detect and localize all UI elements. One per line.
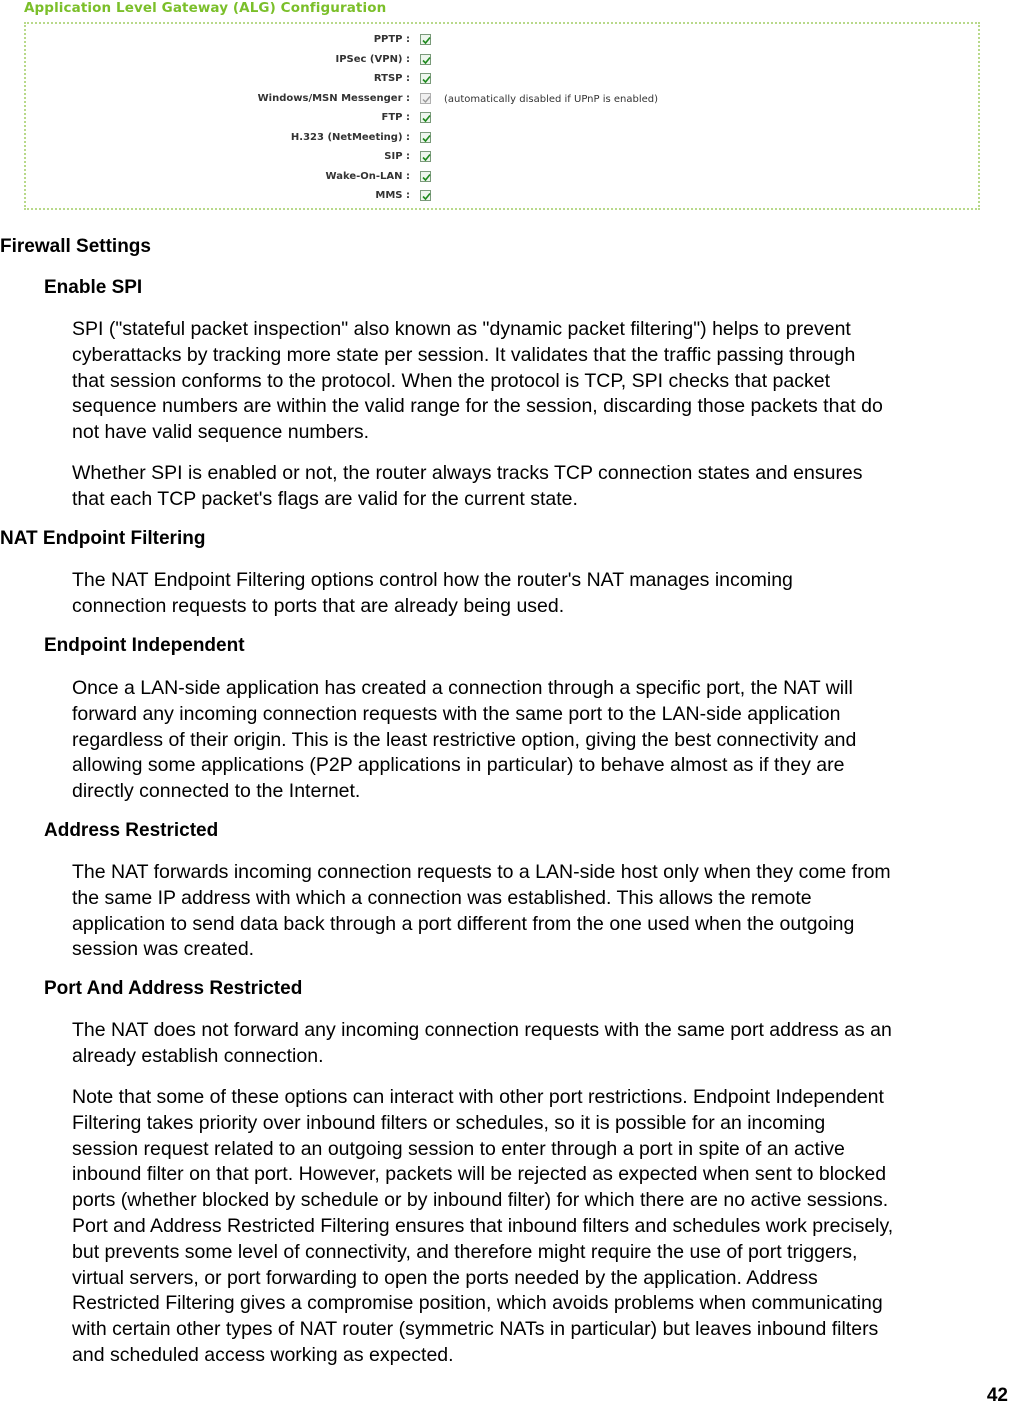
alg-row-rtsp (26, 71, 982, 89)
paragraph-address-restricted: The NAT forwards incoming connection requests to a LAN-side host only when they come from the same IP address with which a connection was established. This allows the remote application to send data back through a port different from the one used when the outgoing session was created. (72, 861, 891, 961)
alg-row-wol (26, 169, 982, 187)
sip-checkbox[interactable] (420, 151, 431, 162)
ipsec-checkbox[interactable] (420, 54, 431, 65)
alg-label: FTP : (381, 112, 410, 123)
paragraph-endpoint-independent: Once a LAN-side application has created a connection through a specific port, the NAT will forward any incoming connection requests with the same port to the LAN-side application regardless of their origin. This is the least restrictive option, giving the best connectivity and allowing some applications (P2P applications in particular) to behave almost as if they are directly connected to the Internet. (72, 677, 857, 803)
alg-label: Wake-On-LAN : (325, 170, 410, 182)
msn-messenger-checkbox[interactable] (420, 93, 431, 104)
heading-port-and-address-restricted: Port And Address Restricted (44, 978, 303, 999)
alg-label: MMS : (375, 190, 410, 201)
paragraph-spi-description: SPI ("stateful packet inspection" also known as "dynamic packet filtering") helps to prevent cyberattacks by tracking more state per session. It validates that the traffic passing through that session conforms to the protocol. When the protocol is TCP, SPI checks that packet sequence numbers are within the valid range for the session, discarding those packets that do not have valid sequence numbers. (72, 318, 883, 444)
heading-endpoint-independent: Endpoint Independent (44, 635, 245, 656)
paragraph-spi-note: Whether SPI is enabled or not, the router always tracks TCP connection states and ensures that each TCP packet's flags are valid for the current state. (72, 462, 863, 510)
alg-label: H.323 (NetMeeting) : (290, 131, 410, 143)
alg-label: Windows/MSN Messenger : (257, 92, 410, 104)
alg-row-pptp (26, 32, 982, 50)
alg-row-ipsec (26, 52, 982, 70)
upnp-note: (automatically disabled if UPnP is enabled) (444, 93, 659, 105)
page-number: 42 (986, 1385, 1008, 1406)
alg-label: PPTP : (373, 34, 410, 45)
heading-firewall-settings: Firewall Settings (0, 236, 151, 257)
alg-label: SIP : (384, 151, 410, 162)
ftp-checkbox[interactable] (420, 112, 431, 123)
alg-row-msn (26, 91, 982, 109)
heading-nat-endpoint-filtering: NAT Endpoint Filtering (0, 528, 206, 549)
alg-label: IPSec (VPN) : (335, 53, 410, 65)
paragraph-port-and-address-restricted: The NAT does not forward any incoming connection requests with the same port address as an already establish connection. (72, 1019, 892, 1067)
wake-on-lan-checkbox[interactable] (420, 171, 431, 182)
alg-row-sip (26, 149, 982, 167)
alg-row-h323 (26, 130, 982, 148)
mms-checkbox[interactable] (420, 190, 431, 201)
alg-label: RTSP : (373, 73, 410, 84)
heading-enable-spi: Enable SPI (44, 277, 143, 298)
paragraph-nat-description: The NAT Endpoint Filtering options control how the router's NAT manages incoming connection requests to ports that are already being used. (72, 569, 793, 617)
alg-title: Application Level Gateway (ALG) Configuration (24, 0, 387, 16)
rtsp-checkbox[interactable] (420, 73, 431, 84)
alg-row-ftp (26, 110, 982, 128)
alg-config-panel (24, 22, 980, 210)
alg-row-mms (26, 188, 982, 206)
heading-address-restricted: Address Restricted (44, 820, 219, 841)
pptp-checkbox[interactable] (420, 34, 431, 45)
paragraph-filtering-note: Note that some of these options can interact with other port restrictions. Endpoint Independent Filtering takes priority over inbound filters or schedules, so it is possible for an incoming session request related to an outgoing session to enter through a port in spite of an active inbound filter on that port. However, packets will be rejected as expected when sent to blocked ports (whether blocked by schedule or by inbound filter) for which there are no active sessions. Port and Address Restricted Filtering ensures that inbound filters and schedules work precisely, but prevents some level of connectivity, and therefore might require the use of port triggers, virtual servers, or port forwarding to open the ports needed by the application. Address Restricted Filtering gives a compromise position, which avoids problems when communicating with certain other types of NAT router (symmetric NATs in particular) but leaves inbound filters and scheduled access working as expected. (72, 1086, 894, 1366)
h323-checkbox[interactable] (420, 132, 431, 143)
